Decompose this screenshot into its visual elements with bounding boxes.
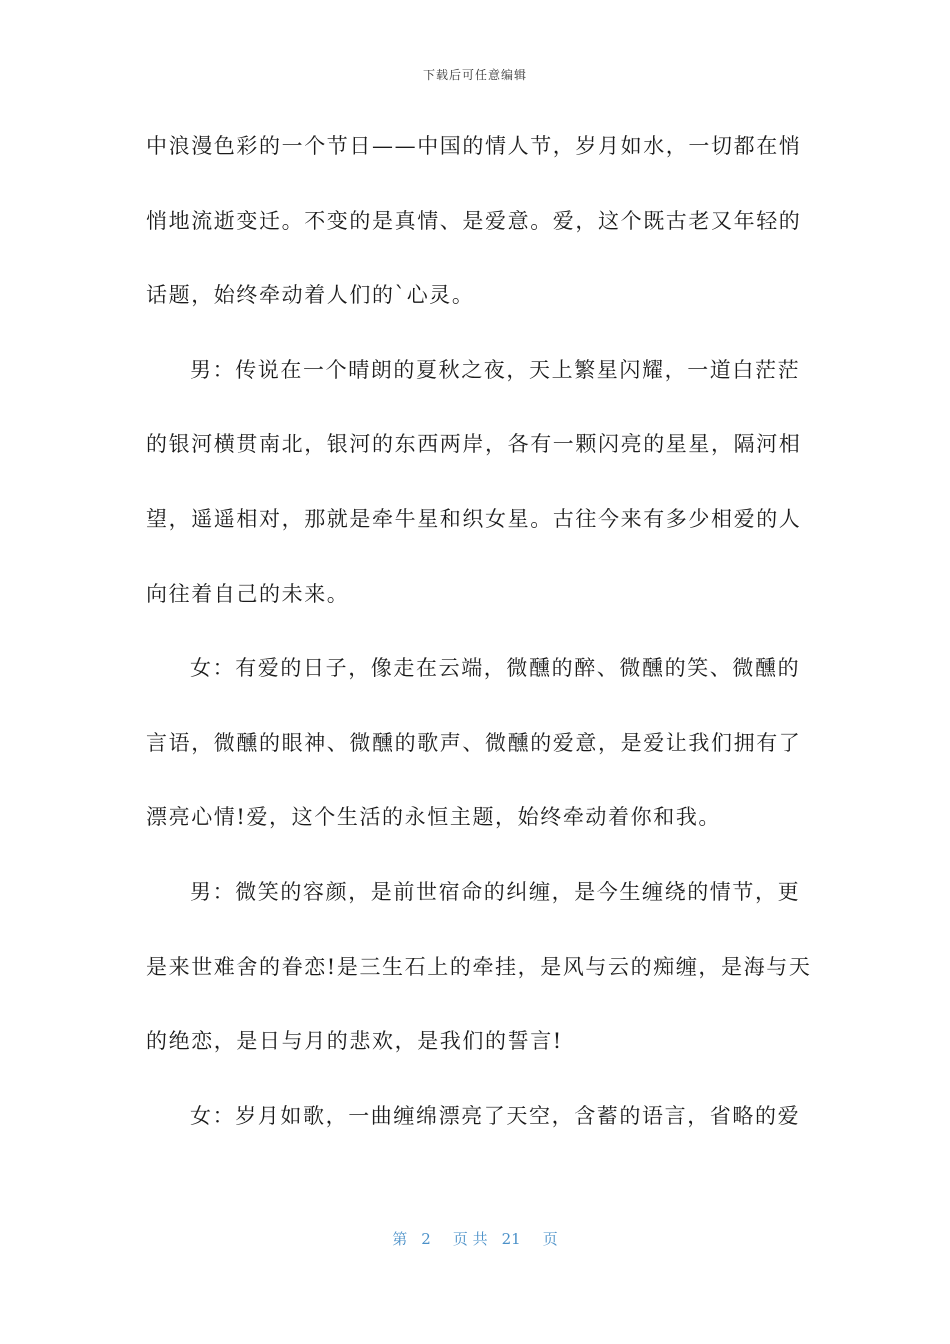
text-line-12: 是来世难舍的眷恋!是三生石上的牵挂，是风与云的痴缠，是海与天 [146, 954, 812, 979]
text-line-9: 言语，微醺的眼神、微醺的歌声、微醺的爱意，是爱让我们拥有了 [146, 730, 802, 755]
text-line-13: 的绝恋，是日与月的悲欢，是我们的誓言! [146, 1029, 563, 1054]
text-line-6: 望，遥遥相对，那就是牵牛星和织女星。古往今来有多少相爱的人 [146, 506, 802, 531]
footer-middle: 页 共 [452, 1230, 488, 1248]
text-line-14: 女：岁月如歌，一曲缠绵漂亮了天空，含蓄的语言，省略的爱 [190, 1103, 801, 1128]
text-line-5: 的银河横贯南北，银河的东西两岸，各有一颗闪亮的星星，隔河相 [146, 432, 802, 457]
text-line-8: 女：有爱的日子，像走在云端，微醺的醉、微醺的笑、微醺的 [190, 656, 801, 681]
text-line-4: 男：传说在一个晴朗的夏秋之夜，天上繁星闪耀，一道白茫茫 [190, 357, 801, 382]
document-body [146, 126, 812, 1170]
text-line-3: 话题，始终牵动着人们的`心灵。 [146, 283, 475, 308]
text-line-1: 中浪漫色彩的一个节日——中国的情人节，岁月如水，一切都在悄 [146, 134, 802, 158]
text-line-2: 悄地流逝变迁。不变的是真情、是爱意。爱，这个既古老又年轻的 [146, 208, 802, 233]
text-line-11: 男：微笑的容颜，是前世宿命的纠缠，是今生缠绕的情节，更 [190, 879, 801, 904]
footer-prefix: 第 [392, 1230, 408, 1248]
footer-suffix: 页 [542, 1230, 558, 1248]
text-line-7: 向往着自己的未来。 [146, 581, 350, 606]
footer-total-pages: 21 [501, 1230, 521, 1248]
footer-page-number: 2 [421, 1230, 431, 1248]
page-footer [0, 1228, 950, 1249]
text-line-10: 漂亮心情!爱，这个生活的永恒主题，始终牵动着你和我。 [146, 805, 722, 830]
page-header: 下载后可任意编辑 [422, 68, 527, 82]
